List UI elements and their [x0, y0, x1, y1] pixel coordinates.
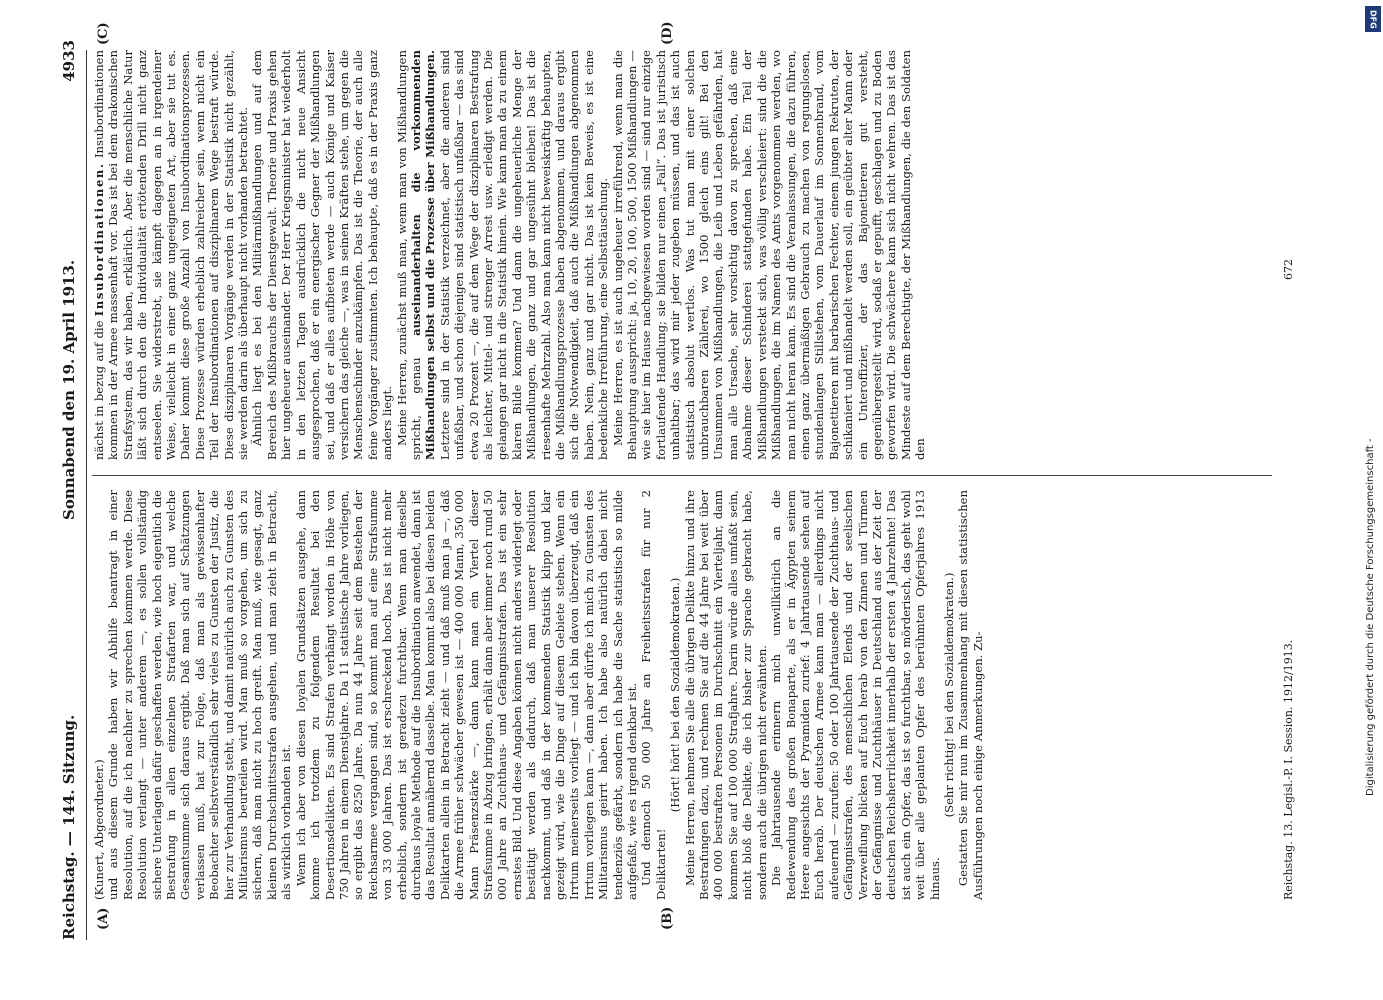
paragraph: Und dennoch 50 000 Jahre an Freiheitsstrafen für nur 2 Deliktarten!: [639, 490, 668, 900]
column-divider: [92, 475, 1272, 476]
paragraph: Meine Herren, es ist auch ungeheuer irreführend, wenn man die Behauptung ausspricht: ja, 10, 20, 100, 500, 1500 Mißhandlungen — wie sie hier im Hause nachgewiesen worden sind — sind nur einzige fortlaufende Handlung; sie bilden nur einen „Fall“. Das ist juristisch unhaltbar; das wird mir jeder zugeben müssen, und das ist auch statistisch absolut wertlos. Was tut man mit einer solchen unbrauchbaren Zählerei, wo 1500 gleich eins gilt! Bei den Unsummen von Mißhandlungen, die Leib und Leben gefährden, hat man alle Ursache, sehr vorsichtig davon zu sprechen, daß eine Abnahme dieser Schinderei stattgefunden habe. Ein Teil der Mißhandlungen versteckt sich, was völlig verschleiert: sind die die Mißhandlungen, die im Namen des Amts vorgenommen werden, wo man nicht heran kann. Es sind die Veranlassungen, die dazu führen, einen ganz übermäßigen Gebrauch zu machen von regungslosen, stundenlangen Stillstehen, vom Dauerlauf im Sonnenbrand, vom Bajonettieren mit barbarischen Fechter, einem jungen Rekruten, der schikaniert und mißhandelt werden soll, ein geübter alter Mann oder ein Unteroffizier, der das Bajonettieren gut versteht, gegenübergestellt wird, sodaß er gepufft, geschlagen und zu Boden geworfen wird. Die schwächere kann sich nicht wehren. Das ist das Mindeste auf dem Berechtigte, der Mißhandlungen, die den Soldaten den: [610, 50, 928, 460]
digitization-note: Digitalisierung gefördert durch die Deutsche Forschungsgemeinschaft -: [1365, 438, 1376, 796]
header-left: Reichstag. — 144. Sitzung.: [60, 714, 78, 940]
speaker-label: (Kunert, Abgeordneter.): [92, 759, 106, 900]
paragraph: Gestatten Sie mir nun im Zusammenhang mit diesen statistischen Ausführungen noch einige Anmerkungen. Zu-: [956, 490, 985, 900]
text-run: Insubordinationen kommen in der Armee massenhaft vor. Das ist bei dem drakonischen Strafsystem, das wir haben, erklärlich. Aber die menschliche Natur läßt sich durch den die Individualität ertötenden Drill nicht ganz entseelen. Sie widerstrebt, sie kämpft dagegen an in irgendeiner Weise, vielleicht in einer ganz ungeeigneten Art, aber sie tut es. Daher kommt diese große Anzahl von Insubordinationsprozessen. Diese Prozesse würden erheblich zahlreicher sein, wenn nicht ein Teil der Insubordinationen auf disziplinarem Wege bestraft würde. Diese disziplinaren Vorgänge werden in der Statistik nicht gezählt, sie werden darin als überhaupt nicht vorhanden betrachtet.: [92, 50, 251, 460]
interjection: (Hört! hört! bei den Sozialdemokraten.): [668, 577, 683, 813]
paragraph: [395, 50, 611, 460]
emphasis: Insubordinationen.: [92, 162, 106, 317]
footer-sheet-number: 672: [1282, 259, 1295, 280]
paragraph: Ähnlich liegt es bei den Militärmißhandlungen und auf dem Bereich des Mißbrauchs der Dienstgewalt. Theorie und Praxis gehen hier ungeheuer auseinander. Der Herr Kriegsminister hat wiederholt in den letzten Tagen ausdrücklich die nicht neue Ansicht ausgesprochen, daß er ein energischer Gegner der Mißhandlungen sei, und daß er alles aufbieten werde — auch Könige und Kaiser versichern das gleiche —, was in seinen Kräften stehe, um gegen die Menschenschinder anzukämpfen. Das ist die Theorie, der auch alle feine Vorgänger zustimmten. Ich behaupte, daß es in der Praxis ganz anders liegt.: [250, 50, 395, 460]
page-number: 4933: [60, 40, 78, 82]
page-header: [60, 40, 84, 960]
margin-marker-c: (C): [96, 22, 111, 45]
text-run: Meine Herren, zunächst muß man, wenn man von Mißhandlungen spricht, genau: [394, 50, 423, 460]
footer-session: Reichstag. 13. Legisl.-P. I. Session. 1912/1913.: [1282, 639, 1295, 900]
text-run: nächst in bezug auf die: [92, 320, 106, 460]
right-column: [92, 50, 1272, 460]
paragraph: und aus diesem Grunde haben wir Abhilfe beantragt in einer Resolution, auf die ich nachher zu sprechen kommen werde. Diese Resolution verlangt — unter anderem —, es sollen vollständig sichere Unterlagen dafür geschaffen werden, wie hoch eigentlich die Bestrafung in allen einzelnen Strafarten war, und welche Gesamtsumme sich daraus ergibt. Daß man sich auf Schätzungen verlassen muß, hat zur Folge, daß man als gewissenhafter Beobachter selbstverständlich sehr vieles zu Gunsten der Justiz, die hier zur Verhandlung steht, und damit natürlich auch zu Gunsten des Militarismus beurteilen wird. Man muß so vorgehen, um sich zu sichern, daß man nicht zu hoch greift. Man muß, wie gesagt, ganz kleinen Durchschnittsstrafen ausgehen, und man zieht in Betracht, als wirklich vorhanden ist.: [106, 490, 294, 900]
margin-marker-d: (D): [660, 21, 675, 45]
paragraph: Wenn ich aber von diesen loyalen Grundsätzen ausgehe, dann komme ich trotzdem zu folgendem Resultat bei den Desertionsdelikten. Es sind Strafen verhängt worden in Höhe von 750 Jahren in einem Dienstjahre. Da 11 statistische Jahre vorliegen, so ergibt das 8250 Jahre. Da nun 44 Jahre seit dem Bestehen der Reichsarmee vergangen sind, so kommt man auf eine Strafsumme von 33 000 Jahren. Das ist erschreckend hoch. Das ist nicht mehr erheblich, sondern ist geradezu furchtbar. Wenn man dieselbe durchaus loyale Methode auf die Insubordination anwendet, dann ist das Resultat annähernd dasselbe. Man kommt also bei diesen beiden Deliktarten allein in Betracht zieht — und daß muß man ja —, daß die Armee früher schwächer gewesen ist — 400 000 Mann, 350 000 Mann Präsenzstärke —, dann kann man ein Viertel dieser Strafsumme in Abzug bringen, erhält dann aber immer noch rund 50 000 Jahre an Zuchthaus- und Gefängnisstrafen. Das ist ein sehr ernstes Bild. Und diese Angaben können nicht anders widerlegt oder bestätigt werden als dadurch, daß man unserer Resolution nachkommt, und daß in der kommenden Statistik klipp und klar gezeigt wird, wie die Dinge auf diesem Gebiete stehen. Wenn ein Irrtum meinerseits vorliegt — und ich bin davon überzeugt, daß ein Irrtum vorliegen kann —, dann aber dürfte ich mich zu Gunsten des Militarismus geirrt haben. Ich habe also natürlich dabei nicht tendenziös gefärbt, sondern ich habe die Sache statistisch so milde aufgefaßt, wie es irgend denkbar ist.: [293, 490, 640, 900]
dfg-logo: DFG: [1365, 6, 1381, 32]
margin-marker-a: (A): [96, 907, 111, 930]
header-date: Sonnabend den 19. April 1913.: [60, 259, 78, 520]
paragraph: Die Jahrtausende erinnern mich unwillkürlich an die Redewendung des großen Bonaparte, als er in Ägypten seinem Heere angesichts der Pyramiden zurief: 4 Jahrtausende sehen auf Euch herab. Der deutschen Armee kann man — allerdings nicht aufeuernd — zurufen: 50 oder 100 Jahrtausende der Zuchthaus- und Gefängnisstrafen, des menschlichen Elends und der seelischen Verzweiflung blicken auf Euch herab von den Zinnen und Türmen der Gefängnisse und Zuchthäuser in Deutschland aus der Zeit der deutschen Reichsherrlichkeit innerhalb der ersten 4 Jahrzehnte! Das ist auch ein Opfer, das ist so furchtbar, so mörderisch, das geht wohl weit über alle geplanten Opfer des berühmten Opferjahres 1913 hinaus.: [769, 490, 942, 900]
margin-marker-b: (B): [660, 906, 675, 930]
left-column: [92, 490, 1272, 900]
paragraph: [92, 50, 250, 460]
paragraph: Meine Herren, nehmen Sie alle die übrigen Delikte hinzu und ihre Bestrafungen dazu, und rechnen Sie auf die 44 Jahre bei weit über 400 000 bestraften Personen im Durchschnitt ein Vierteljahr, dann kommen Sie auf 100 000 Strafjahre. Darin würde alles umfaßt sein, nicht bloß die Delikte, die ich bisher zur Sprache gebracht habe, sondern auch die übrigen nicht erwähnten.: [682, 490, 769, 900]
interjection: (Sehr richtig! bei den Sozialdemokraten.): [941, 572, 956, 818]
text-run: Letztere sind in der Statistik verzeichnet, aber die anderen sind unfaßbar, und schon diejenigen sind statistisch unfaßbar — das sind etwa 20 Prozent —, die auf dem Wege der disziplinaren Bestrafung als leichter, Mittel- und strenger Arrest usw. erledigt werden. Die gelangen gar nicht in die Statistik hinein. Wie kann man da zu einem klaren Bilde kommen? Und dann die ungeheuerliche Menge der Mißhandlungen, die ganz und gar ungesühnt bleiben! Das ist die riesenhafte Mehrzahl. Also man kann nicht beweiskräftig behaupten, die Mißhandlungsprozesse haben abgenommen, und daraus ergibt sich die Notwendigkeit, daß auch die Mißhandlungen abgenommen haben. Nein, ganz und gar nicht. Das ist kein Beweis, es ist eine bedenkliche Irreführung, eine Selbsttäuschung.: [437, 50, 611, 460]
emphasis: auseinanderhalten die vorkommenden Mißhandlungen selbst und die Prozesse über Mißhandlungen.: [408, 50, 438, 460]
header-rule: [86, 50, 87, 940]
